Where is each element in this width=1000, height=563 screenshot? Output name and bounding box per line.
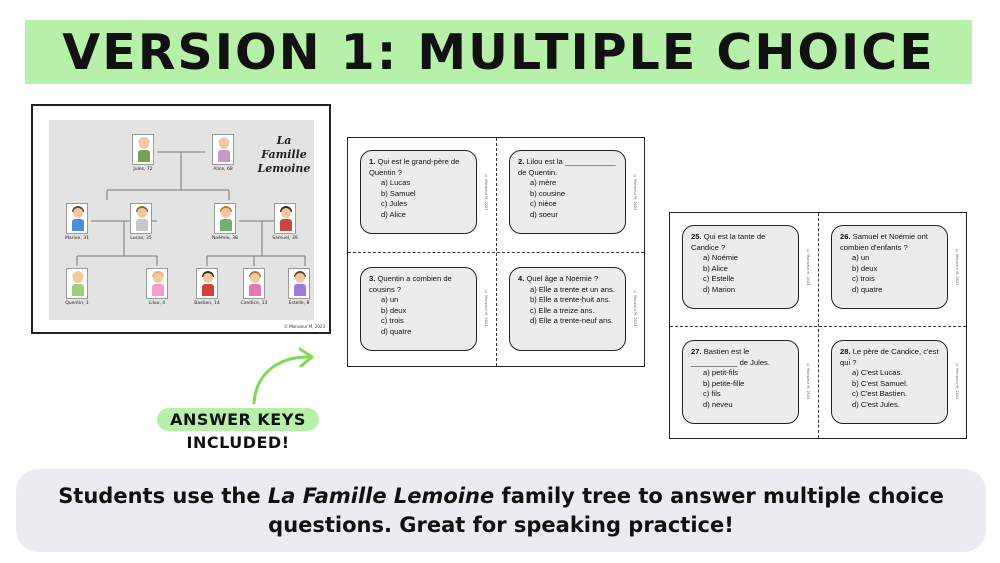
answer-options <box>518 178 619 220</box>
answer-keys-included: INCLUDED! <box>186 433 290 452</box>
question-prompt: Qui est la tante de Candice ? <box>691 232 766 252</box>
person-label: Bastien, 14 <box>194 301 220 306</box>
answer-option: b) deux <box>381 305 407 315</box>
question-number: 1. <box>369 157 376 166</box>
answer-option: b) petite-fille <box>703 378 745 388</box>
curved-arrow-icon <box>246 345 318 407</box>
question-card-28 <box>831 340 948 424</box>
answer-option: b) Alice <box>703 263 728 273</box>
person-icon <box>274 203 296 234</box>
answer-option: d) quatre <box>852 284 883 294</box>
person-label: Samuel, 39 <box>272 236 298 241</box>
copyright-text: © Monsieur M, 2023 <box>955 362 959 400</box>
person-icon <box>146 268 168 299</box>
copyright-text: © Monsieur M, 2023 <box>633 173 637 211</box>
answer-option: d) Marion <box>703 284 736 294</box>
question-number: 2. <box>518 157 525 166</box>
person-quentin <box>63 268 91 306</box>
question-text <box>840 232 941 253</box>
question-number: 27. <box>691 347 702 356</box>
question-number: 25. <box>691 232 702 241</box>
person-label: Lilou, 4 <box>148 301 166 306</box>
task-card-sheet-1 <box>347 137 645 367</box>
question-number: 26. <box>840 232 851 241</box>
answer-options <box>369 295 470 337</box>
person-samuel <box>271 203 299 241</box>
answer-option: b) Samuel <box>381 188 416 198</box>
question-text <box>518 274 619 285</box>
question-card-26 <box>831 225 948 309</box>
copyright-text: © Monsieur M, 2023 <box>806 362 810 400</box>
person-label: Marion, 31 <box>65 236 89 241</box>
answer-options <box>691 253 792 295</box>
person-label: Noémie, 38 <box>212 236 238 241</box>
question-prompt: Bastien est le ___________ de Jules. <box>691 347 770 367</box>
page-title: VERSION 1: MULTIPLE CHOICE <box>62 23 935 81</box>
answer-option: c) Estelle <box>703 274 735 284</box>
answer-option: c) Elle a treize ans. <box>530 305 595 315</box>
person-icon <box>243 268 265 299</box>
answer-option: d) C'est Jules. <box>852 399 900 409</box>
copyright-text: © Monsieur M, 2023 <box>633 289 637 327</box>
copyright-text: © Monsieur M, 2023 <box>955 248 959 286</box>
person-candice <box>240 268 268 306</box>
person-lucas <box>127 203 155 241</box>
answer-option: a) mère <box>530 178 557 188</box>
answer-option: c) trois <box>381 316 404 326</box>
answer-option: c) Jules <box>381 199 408 209</box>
question-number: 4. <box>518 274 525 283</box>
answer-option: d) quatre <box>381 326 412 336</box>
cut-line-horizontal <box>670 326 966 327</box>
family-tree-title <box>254 134 314 176</box>
family-tree-title-line2: Lemoine <box>257 162 311 175</box>
answer-option: d) Elle a trente-neuf ans. <box>530 316 614 326</box>
answer-option: c) C'est Bastien. <box>852 389 908 399</box>
answer-option: a) Elle a trente et un ans. <box>530 284 615 294</box>
copyright-text: © Monsieur M, 2023 <box>484 173 488 211</box>
question-prompt: Le père de Candice, c'est qui ? <box>840 347 939 367</box>
person-label: Candice, 13 <box>240 301 268 306</box>
person-jules <box>129 134 157 172</box>
person-icon <box>288 268 310 299</box>
person-label: Jules, 72 <box>133 167 153 172</box>
person-label: Estelle, 8 <box>288 301 310 306</box>
person-icon <box>66 203 88 234</box>
question-prompt: Qui est le grand-père de Quentin ? <box>369 157 460 177</box>
copyright-text: © Monsieur M, 2023 <box>284 324 325 329</box>
person-label: Quentin, 1 <box>65 301 89 306</box>
person-marion <box>63 203 91 241</box>
answer-option: a) Lucas <box>381 178 411 188</box>
answer-option: a) un <box>852 253 870 263</box>
question-number: 3. <box>369 274 376 283</box>
description-part-1: Students use the <box>58 483 268 508</box>
family-tree-preview <box>31 104 331 334</box>
question-text <box>369 157 470 178</box>
person-estelle <box>285 268 313 306</box>
answer-option: d) neveu <box>703 399 733 409</box>
person-icon <box>212 134 234 165</box>
answer-option: b) deux <box>852 263 878 273</box>
answer-option: d) Alice <box>381 209 406 219</box>
description-caption <box>16 469 986 552</box>
description-part-2: family tree to answer multiple choice questions. Great for speaking practice! <box>268 483 944 537</box>
person-bastien <box>193 268 221 306</box>
question-card-25 <box>682 225 799 309</box>
person-label: Lucas, 35 <box>130 236 152 241</box>
question-card-4 <box>509 267 626 351</box>
person-icon <box>132 134 154 165</box>
person-noemie <box>211 203 239 241</box>
question-prompt: Quentin a combien de cousins ? <box>369 274 452 294</box>
answer-option: a) C'est Lucas. <box>852 368 903 378</box>
answer-options <box>518 285 619 327</box>
person-icon <box>66 268 88 299</box>
answer-options <box>369 178 470 220</box>
answer-options <box>691 368 792 410</box>
question-card-1 <box>360 150 477 234</box>
person-icon <box>130 203 152 234</box>
answer-option: c) fils <box>703 389 721 399</box>
description-title-italic: La Famille Lemoine <box>267 483 495 508</box>
answer-option: d) soeur <box>530 209 558 219</box>
answer-options <box>840 368 941 410</box>
question-number: 28. <box>840 347 851 356</box>
question-card-2 <box>509 150 626 234</box>
copyright-text: © Monsieur M, 2023 <box>484 289 488 327</box>
family-tree-title-line1: La Famille <box>261 134 307 161</box>
question-text <box>840 347 941 368</box>
family-tree-panel <box>49 120 314 320</box>
answer-option: a) petit-fils <box>703 368 739 378</box>
question-text <box>691 232 792 253</box>
person-label: Alice, 68 <box>213 167 233 172</box>
question-card-3 <box>360 267 477 351</box>
title-banner <box>25 20 972 84</box>
copyright-text: © Monsieur M, 2023 <box>806 248 810 286</box>
question-prompt: Samuel et Noémie ont combien d'enfants ? <box>840 232 928 252</box>
answer-option: b) Elle a trente-huit ans. <box>530 295 611 305</box>
answer-option: a) un <box>381 295 399 305</box>
task-card-sheet-2 <box>669 212 967 439</box>
person-icon <box>196 268 218 299</box>
person-alice <box>209 134 237 172</box>
answer-option: c) nièce <box>530 199 557 209</box>
question-prompt: Lilou est la ____________ de Quentin. <box>518 157 616 177</box>
answer-option: a) Noémie <box>703 253 739 263</box>
question-text <box>691 347 792 368</box>
answer-keys-badge: ANSWER KEYS <box>157 408 319 431</box>
question-text <box>518 157 619 178</box>
question-card-27 <box>682 340 799 424</box>
question-prompt: Quel âge a Noémie ? <box>526 274 599 283</box>
answer-option: b) cousine <box>530 188 566 198</box>
answer-options <box>840 253 941 295</box>
person-icon <box>214 203 236 234</box>
answer-option: c) trois <box>852 274 875 284</box>
question-text <box>369 274 470 295</box>
description-text <box>16 482 986 540</box>
answer-option: b) C'est Samuel. <box>852 378 908 388</box>
cut-line-horizontal <box>348 252 644 253</box>
person-lilou <box>143 268 171 306</box>
